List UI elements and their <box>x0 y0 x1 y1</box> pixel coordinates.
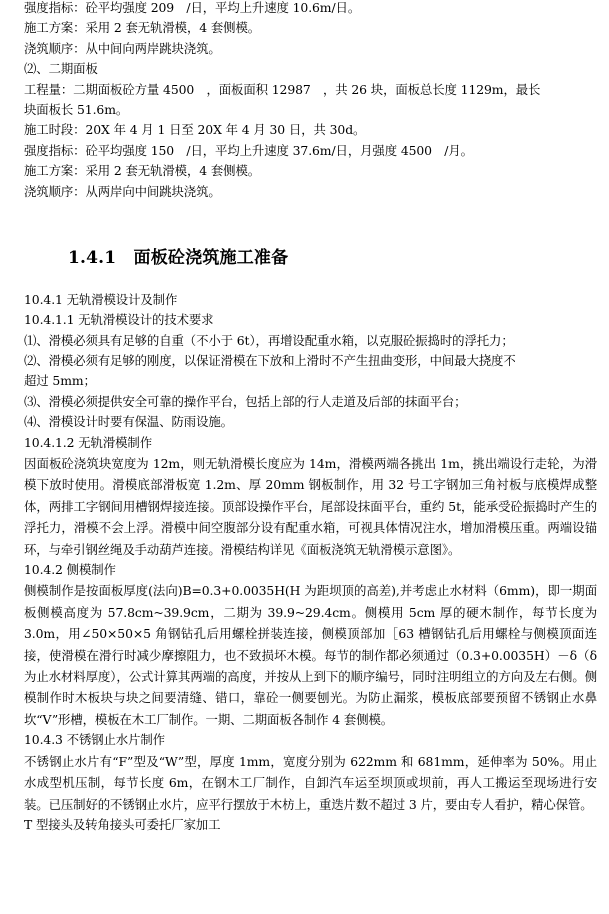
strength-index-line-1: 强度指标：砼平均强度 209 /日，平均上升速度 10.6m/日。 <box>24 0 361 15</box>
section-10-4-1-title: 10.4.1 无轨滑模设计及制作 <box>24 291 178 307</box>
section-heading: 1.4.1 面板砼浇筑施工准备 <box>68 247 289 268</box>
section-10-4-2-title: 10.4.2 侧模制作 <box>24 562 116 578</box>
requirement-2-cont: 超过 5mm； <box>24 373 96 389</box>
pouring-order-line-1: 浇筑顺序：从中间向两岸跳块浇筑。 <box>24 40 221 56</box>
requirement-1: ⑴、滑模必须具有足够的自重（不小于 6t），再增设配重水箱，以克服砼振捣时的浮托力； <box>24 332 514 348</box>
section-10-4-1-2-title: 10.4.1.2 无轨滑模制作 <box>24 434 153 450</box>
pouring-order-line-2: 浇筑顺序：从两岸向中间跳块浇筑。 <box>24 183 221 199</box>
construction-plan-line-2: 施工方案：采用 2 套无轨滑模，4 套侧模。 <box>24 163 261 179</box>
requirement-2: ⑵、滑模必须有足够的刚度，以保证滑模在下放和上滑时不产生扭曲变形，中间最大挠度不 <box>24 353 516 369</box>
phase-two-panel-title: ⑵、二期面板 <box>24 61 98 77</box>
section-10-4-3 <box>24 730 597 835</box>
quantity-line-cont: 块面板长 51.6m。 <box>24 101 129 117</box>
section-10-4-1 <box>24 290 597 560</box>
section-10-4-3-title: 10.4.3 不锈钢止水片制作 <box>24 732 165 748</box>
slipform-fabrication-paragraph: 因面板砼浇筑块宽度为 12m，则无轨滑模长度应为 14m，滑模两端各挑出 1m，挑出端设行走轮，为滑模下放时使用。滑模底部滑板宽 1.2m、厚 20mm 钢板制作，用 32 号工字钢加三角衬板与底模焊成整体，两排工字钢间用槽钢焊接连接。顶部设操作平台，尾部设抹面平台，重约 5t，能承受砼振捣时产生的浮托力，滑模不会上浮。滑模中间空腹部分设有配重水箱，可视具体情况注水，增加滑模压重。两端设锚环，与牵引钢丝绳及手动葫芦连接。滑模结构详见《面板浇筑无轨滑模示意图》。 <box>24 456 597 557</box>
section-10-4-1-1-title: 10.4.1.1 无轨滑模设计的技术要求 <box>24 312 214 328</box>
construction-period-line: 施工时段：20X 年 4 月 1 日至 20X 年 4 月 30 日，共 30d。 <box>24 122 366 138</box>
quantity-line: 工程量：二期面板砼方量 4500 ，面板面积 12987 ，共 26 块，面板总长度 1129m，最长 <box>24 81 541 97</box>
joint-note-line: T 型接头及转角接头可委托厂家加工 <box>24 816 221 832</box>
construction-plan-line-1: 施工方案：采用 2 套无轨滑模，4 套侧模。 <box>24 20 261 36</box>
section-10-4-2 <box>24 560 597 730</box>
phase-schedule-block <box>24 0 597 202</box>
strength-index-line-2: 强度指标：砼平均强度 150 /日，平均上升速度 37.6m/日，月强度 4500 /月。 <box>24 142 473 158</box>
requirement-3: ⑶、滑模必须提供安全可靠的操作平台，包括上部的行人走道及后部的抹面平台； <box>24 393 467 409</box>
waterstop-paragraph: 不锈钢止水片有“F”型及“W”型，厚度 1mm，宽度分别为 622mm 和 681mm，延伸率为 50%。用止水成型机压制，每节长度 6m，在钢木工厂制作，自卸汽车运至坝顶或坝前，再人工搬运至现场进行安装。已压制好的不锈钢止水片，应平行摆放于木枋上，重迭片数不超过 3 片，要由专人看护，精心保管。 <box>24 753 597 812</box>
side-form-paragraph: 侧模制作是按面板厚度(法向)B=0.3+0.0035H(H 为距坝顶的高差),并考虑止水材料（6mm)，即一期面板侧模高度为 57.8cm~39.9cm，二期为 39.9~29.4cm。侧模用 5cm 厚的硬木制作，每节长度为 3.0m，用∠50×50×5 角钢钻孔后用螺栓拼装连接，侧模顶部加［63 槽钢钻孔后用螺栓与侧模顶面连接，使滑模在滑行时减少摩擦阻力，也不致损坏木模。每节的制作都必须通过（0.3+0.0035H）－δ（δ为止水材料厚度），公式计算其两端的高度，并按从上到下的顺序编号，同时注明组立的方向及左右侧。侧模制作时木板块与块之间要清缝、错口，靠砼一侧要刨光。为防止漏浆，模板底部要预留不锈钢止水鼻坎“V”形槽，模板在木工厂制作。一期、二期面板各制作 4 套侧模。 <box>24 583 597 727</box>
requirement-4: ⑷、滑模设计时要有保温、防雨设施。 <box>24 414 233 430</box>
